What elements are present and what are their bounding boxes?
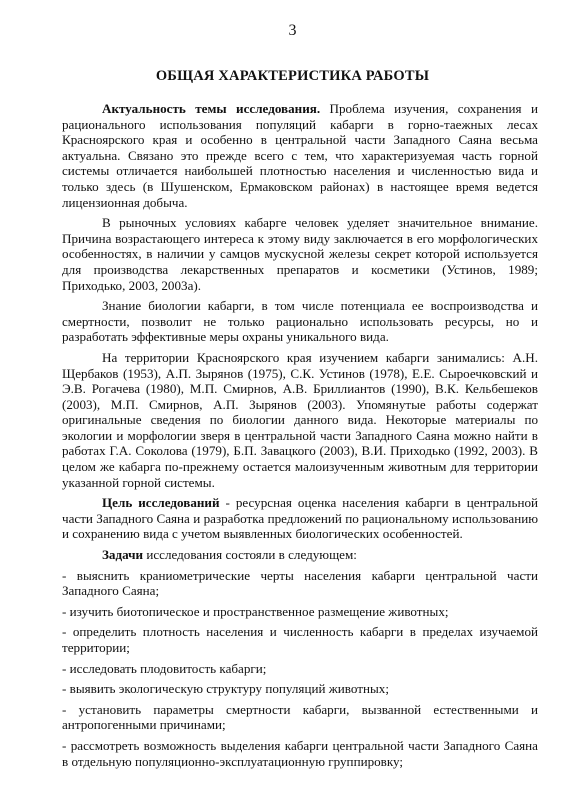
paragraph-goal (62, 495, 538, 542)
task-item: - рассмотреть возможность выделения кабарги центральной части Западного Саяна в отдельную популяционно-эксплуатационную группировку; (62, 737, 538, 769)
paragraph-market: В рыночных условиях кабарге человек уделяет значительное внимание. Причина возрастающего интереса к этому виду заключается в его морфологических особенностях, в наличии у самцов мускусной железы секрет которой используется для производства лекарственных препаратов и косметики (Устинов, 1989; Приходько, 2003, 2003а). (62, 215, 538, 293)
page-number: 3 (288, 22, 297, 39)
document-body (62, 101, 538, 774)
section-title: ОБЩАЯ ХАРАКТЕРИСТИКА РАБОТЫ (155, 68, 430, 84)
task-item: - определить плотность населения и численность кабарги в пределах изучаемой территории; (62, 624, 538, 655)
relevance-heading: Актуальность темы исследования. (102, 101, 321, 116)
goal-heading: Цель исследований (102, 495, 220, 511)
task-item: - установить параметры смертности кабарги, вызванной естественными и антропогенными причинами; (62, 701, 538, 733)
goal-text: - ресурсная оценка населения кабарги в центральной части Западного Саяна и разработка предложений по рациональному использованию и сохранению вида с учетом выявленных биологических особенностей. (62, 495, 539, 542)
tasks-heading: Задачи (102, 547, 144, 563)
task-item: - выявить экологическую структуру популяций животных; (62, 681, 389, 697)
paragraph-history: На территории Красноярского края изучением кабарги занимались: А.Н. Щербаков (1953), А.П. Зырянов (1975), С.К. Устинов (1978), Е.Е. Сыроечковский и Э.В. Рогачева (1980), М.П. Смирнов, А.В. Бриллиантов (1990), В.К. Кельбешеков (2003), М.П. Смирнов, А.П. Зырянов (2003). Упомянутые работы содержат оригинальные сведения по биологии данного вида. Некоторые материалы по экологии и морфологии зверя в центральной части Западного Саяна можно найти в работах Г.А. Соколова (1979), Б.П. Завацкого (2003), В.И. Приходько (1992, 2003). В целом же кабарга по-прежнему остается малоизученным животным для территории указанной горной системы. (62, 349, 538, 490)
paragraph-relevance (62, 101, 538, 210)
paragraph-biology: Знание биологии кабарги, в том числе потенциала ее воспроизводства и смертности, позволит не только рационально использовать ресурсы, но и разработать эффективные меры охраны уникального вида. (62, 298, 538, 345)
relevance-text: Проблема изучения, сохранения и рационального использования популяций кабарги в горно-таежных лесах Красноярского края и особенно в центральной части Западного Саяна весьма актуальна. Связано это прежде всего с тем, что характеризуемая часть горной системы отличается наибольшей плотностью населения и численностью вида и только здесь (в Шушенском, Ермаковском районах) в настоящее время ведется лицензионная добыча. (62, 101, 538, 210)
task-item: - изучить биотопическое и пространственное размещение животных; (62, 603, 449, 619)
task-item: - исследовать плодовитость кабарги; (62, 660, 267, 676)
paragraph-tasks-intro (62, 547, 538, 563)
tasks-intro-text: исследования состояли в следующем: (143, 547, 357, 563)
task-item: - выяснить краниометрические черты населения кабарги центральной части Западного Саяна; (62, 567, 538, 599)
